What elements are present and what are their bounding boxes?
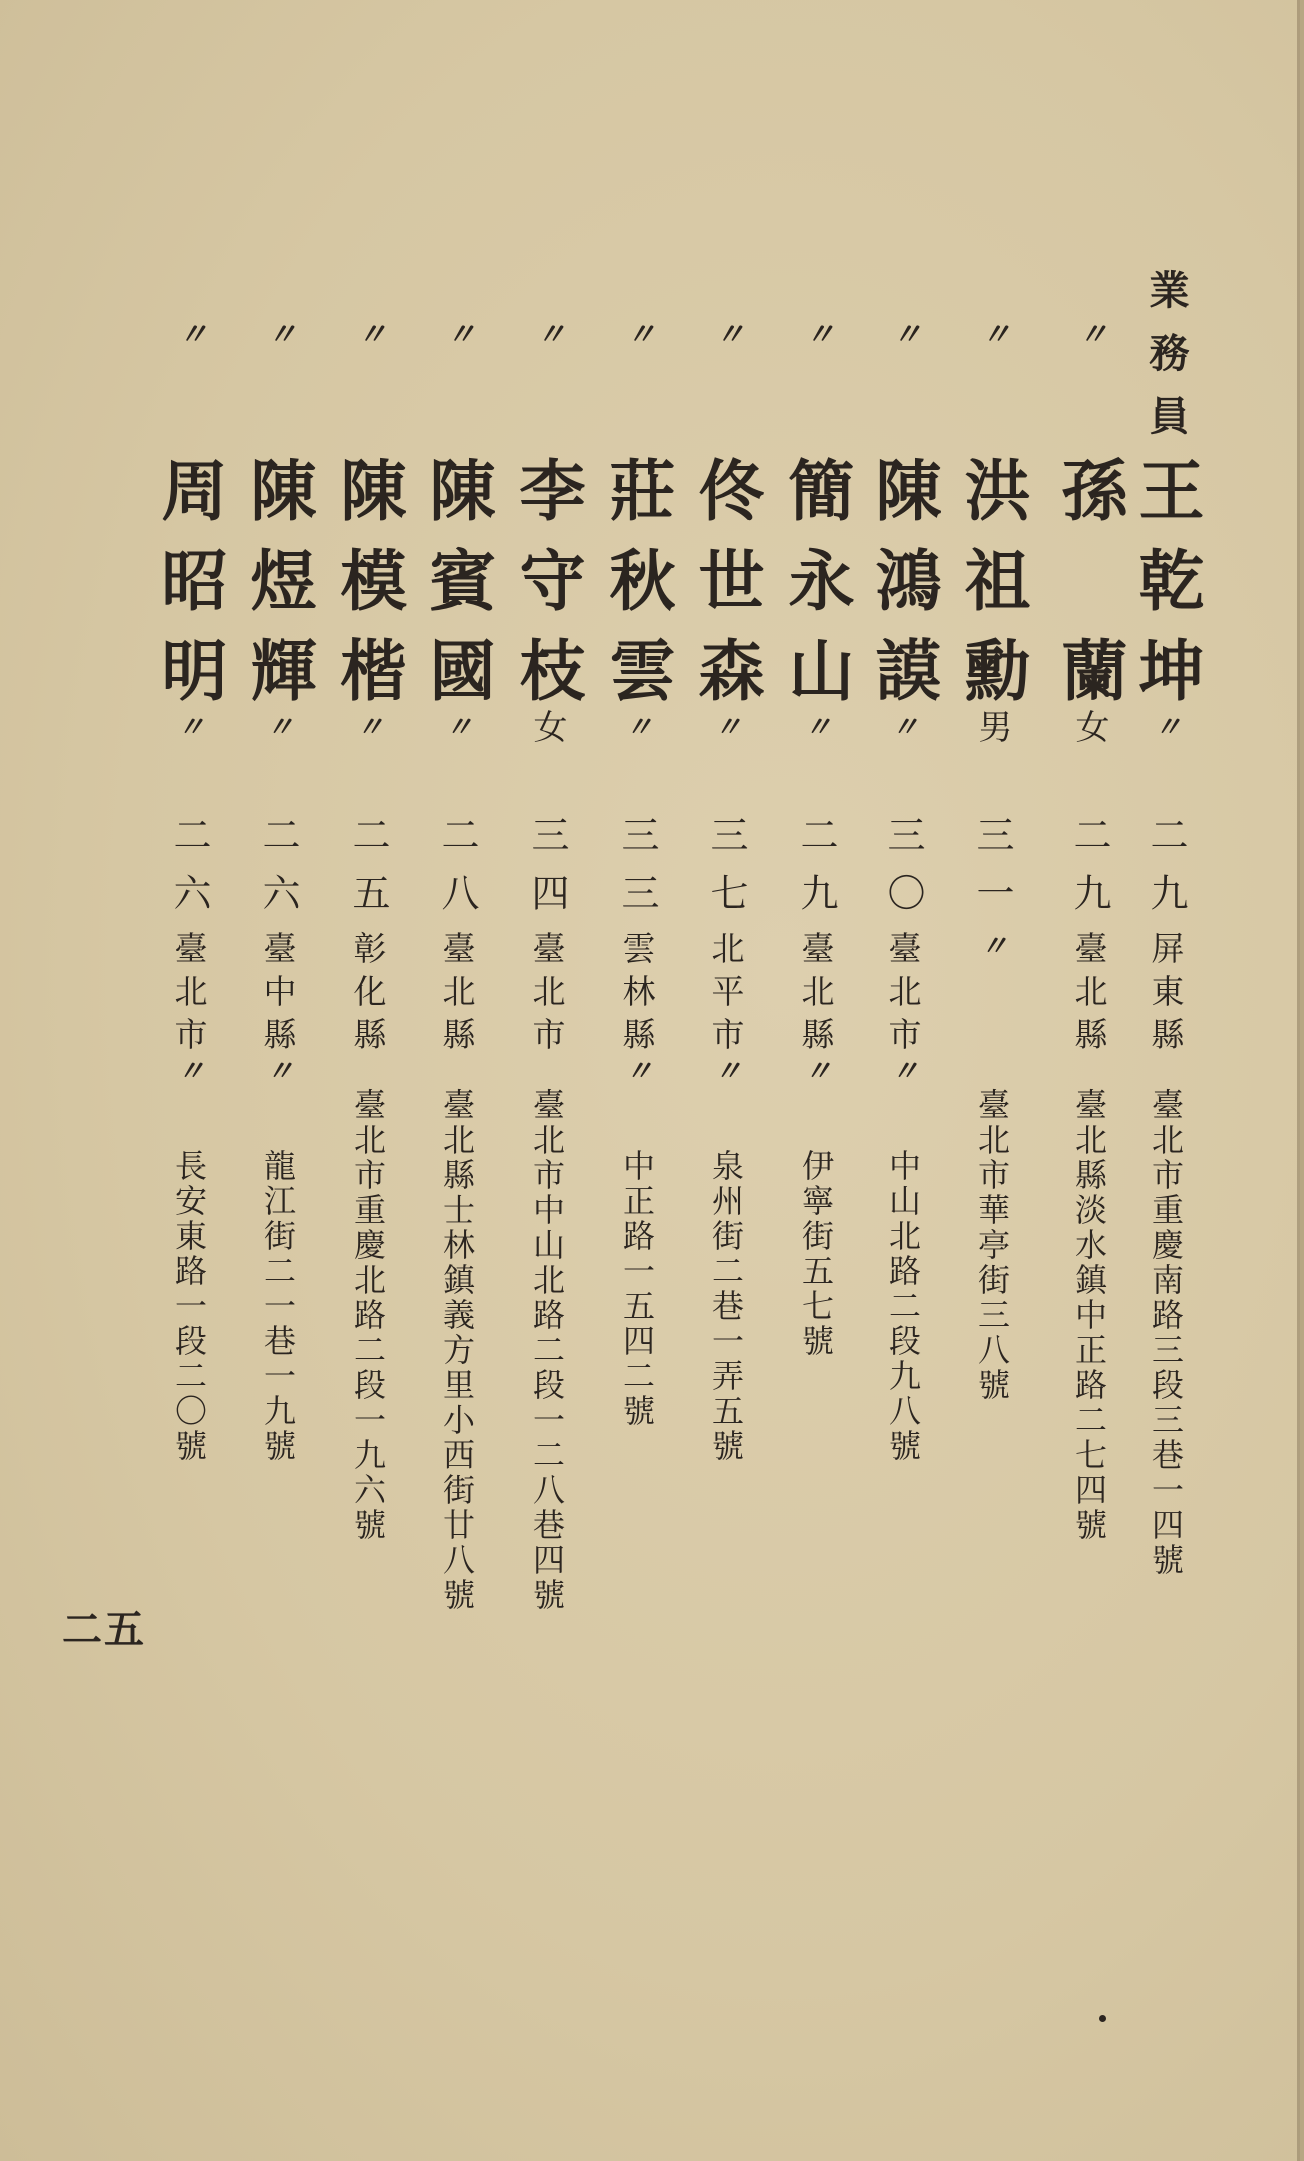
job-title-ditto: 〃 bbox=[351, 318, 386, 348]
age: 二六 bbox=[256, 815, 300, 911]
employee-name: 孫蘭 bbox=[1050, 456, 1128, 702]
age: 三一 bbox=[970, 815, 1014, 911]
age: 二六 bbox=[167, 815, 211, 911]
employee-name: 李守枝 bbox=[508, 456, 586, 702]
native-place: 臺北市 bbox=[169, 931, 209, 1050]
roster-row bbox=[1044, 0, 1134, 2161]
gender: 〃 bbox=[887, 712, 920, 740]
roster-row bbox=[947, 0, 1037, 2161]
job-title-ditto: 〃 bbox=[261, 318, 296, 348]
roster-row bbox=[144, 0, 234, 2161]
native-place: 臺北縣 bbox=[1069, 931, 1109, 1050]
native-place: 臺北市 bbox=[527, 931, 567, 1050]
age: 二九 bbox=[1067, 815, 1111, 911]
address-ditto: 〃 bbox=[887, 1056, 920, 1084]
address: 臺北市中山北路二段一二八巷四號 bbox=[528, 1088, 566, 1610]
gender: 男 bbox=[972, 709, 1012, 743]
employee-name: 王乾坤 bbox=[1127, 456, 1205, 702]
gender: 〃 bbox=[262, 712, 295, 740]
employee-name: 陳賓國 bbox=[418, 456, 496, 702]
ink-speck bbox=[1099, 2015, 1106, 2022]
age: 三三 bbox=[615, 815, 659, 911]
gender: 〃 bbox=[800, 712, 833, 740]
address: 臺北縣淡水鎮中正路二七四號 bbox=[1070, 1088, 1108, 1540]
roster-row bbox=[1121, 0, 1211, 2161]
employee-name: 陳鴻謨 bbox=[864, 456, 942, 702]
employee-name: 陳模楷 bbox=[329, 456, 407, 702]
gender: 〃 bbox=[441, 712, 474, 740]
job-title-ditto: 〃 bbox=[530, 318, 565, 348]
roster-row bbox=[412, 0, 502, 2161]
job-title: 業務員 bbox=[1143, 269, 1190, 435]
address-ditto: 〃 bbox=[621, 1056, 654, 1084]
job-title-ditto: 〃 bbox=[620, 318, 655, 348]
page-edge bbox=[1300, 0, 1304, 2161]
job-title-ditto: 〃 bbox=[440, 318, 475, 348]
address: 長安東路一段二〇號 bbox=[170, 1149, 208, 1461]
age: 二八 bbox=[435, 815, 479, 911]
roster-row bbox=[858, 0, 948, 2161]
gender: 〃 bbox=[621, 712, 654, 740]
gender: 〃 bbox=[173, 712, 206, 740]
job-title-ditto: 〃 bbox=[1072, 318, 1107, 348]
age: 二五 bbox=[346, 815, 390, 911]
roster-row bbox=[681, 0, 771, 2161]
address: 泉州街二巷一弄五號 bbox=[707, 1149, 745, 1461]
address-ditto: 〃 bbox=[262, 1056, 295, 1084]
job-title-ditto: 〃 bbox=[709, 318, 744, 348]
job-title-ditto: 〃 bbox=[975, 318, 1010, 348]
gender: 女 bbox=[527, 709, 567, 743]
gender: 〃 bbox=[1150, 712, 1183, 740]
page-edge-line bbox=[1297, 0, 1300, 2161]
native-place: 北平市 bbox=[706, 931, 746, 1050]
roster-row bbox=[233, 0, 323, 2161]
age: 三七 bbox=[704, 815, 748, 911]
gender: 女 bbox=[1069, 709, 1109, 743]
gender: 〃 bbox=[352, 712, 385, 740]
address: 中山北路二段九八號 bbox=[884, 1149, 922, 1461]
native-place: 屏東縣 bbox=[1146, 931, 1186, 1050]
address-ditto: 〃 bbox=[710, 1056, 743, 1084]
address-ditto: 〃 bbox=[800, 1056, 833, 1084]
address: 中正路一五四二號 bbox=[618, 1149, 656, 1426]
address: 臺北市重慶南路三段三巷一四號 bbox=[1147, 1088, 1185, 1575]
roster-row bbox=[771, 0, 861, 2161]
age: 三〇 bbox=[881, 815, 925, 911]
age: 二九 bbox=[794, 815, 838, 911]
page-number: 二五 bbox=[62, 1606, 146, 1653]
employee-name: 洪祖勳 bbox=[953, 456, 1031, 702]
address: 龍江街二一巷一九號 bbox=[259, 1149, 297, 1461]
employee-name: 陳煜輝 bbox=[239, 456, 317, 702]
roster-row bbox=[502, 0, 592, 2161]
age: 三四 bbox=[525, 815, 569, 911]
native-place: 臺北縣 bbox=[796, 931, 836, 1050]
native-place: 雲林縣 bbox=[617, 931, 657, 1050]
native-place: 臺中縣 bbox=[258, 931, 298, 1050]
address: 臺北市華亭街三八號 bbox=[973, 1088, 1011, 1400]
age: 二九 bbox=[1144, 815, 1188, 911]
employee-name: 佟世森 bbox=[687, 456, 765, 702]
native-place: 臺北縣 bbox=[437, 931, 477, 1050]
gender: 〃 bbox=[710, 712, 743, 740]
address: 伊寧街五七號 bbox=[797, 1149, 835, 1356]
roster-row bbox=[323, 0, 413, 2161]
address: 臺北縣士林鎮義方里小西街廿八號 bbox=[438, 1088, 476, 1610]
job-title-ditto: 〃 bbox=[172, 318, 207, 348]
address: 臺北市重慶北路二段一九六號 bbox=[349, 1088, 387, 1540]
native-place: 彰化縣 bbox=[348, 931, 388, 1050]
roster-row bbox=[592, 0, 682, 2161]
employee-name: 周昭明 bbox=[150, 456, 228, 702]
native-place: 〃 bbox=[976, 931, 1009, 959]
employee-name: 簡永山 bbox=[777, 456, 855, 702]
employee-name: 莊秋雲 bbox=[598, 456, 676, 702]
job-title-ditto: 〃 bbox=[886, 318, 921, 348]
job-title-ditto: 〃 bbox=[799, 318, 834, 348]
native-place: 臺北市 bbox=[883, 931, 923, 1050]
address-ditto: 〃 bbox=[173, 1056, 206, 1084]
